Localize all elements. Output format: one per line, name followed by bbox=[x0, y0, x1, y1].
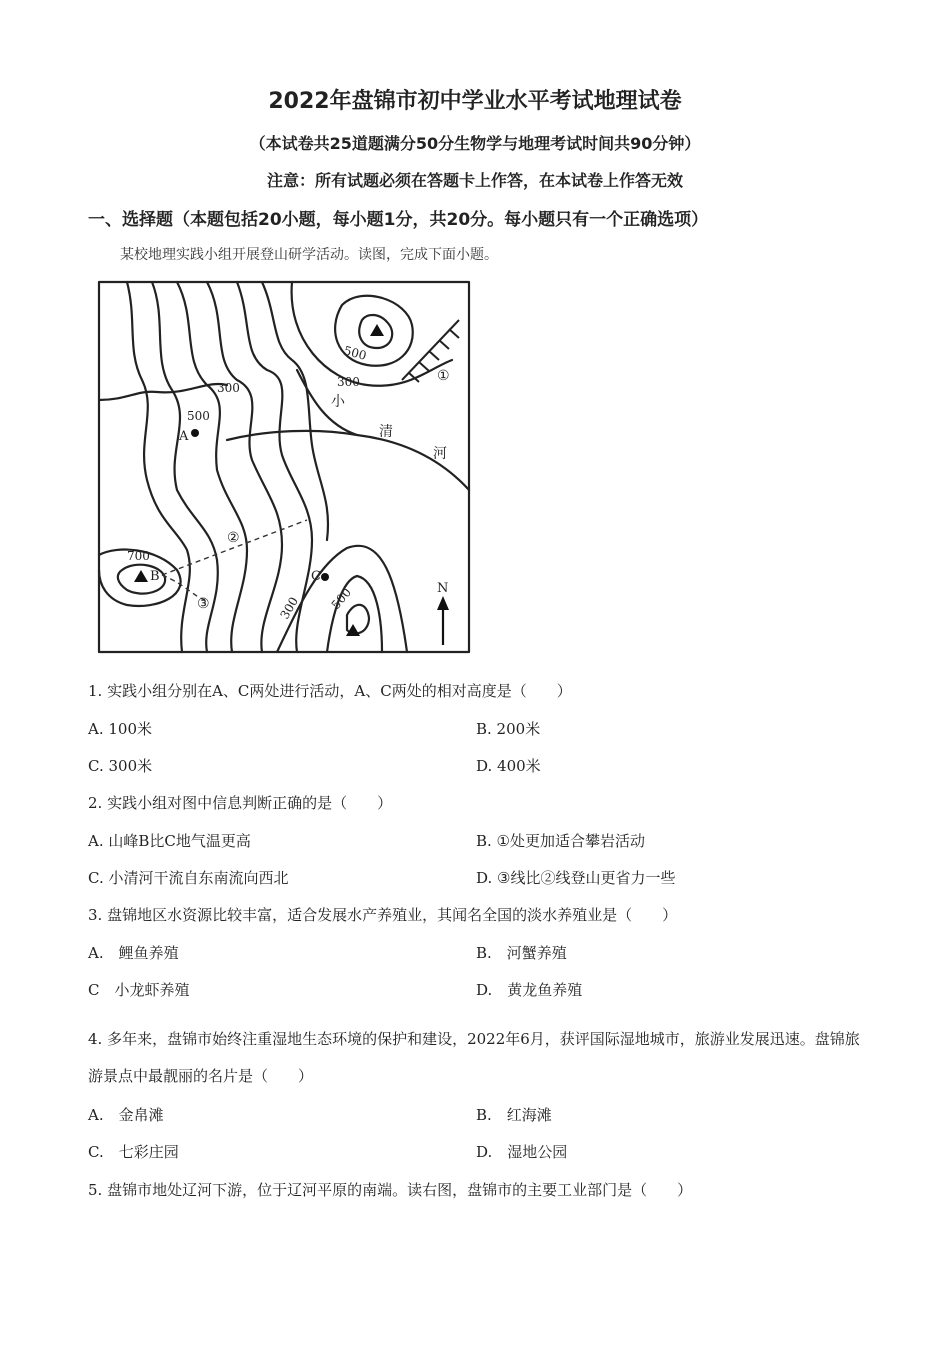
question-option[interactable]: B. 河蟹养殖 bbox=[476, 944, 567, 962]
label-river-2: 清 bbox=[379, 424, 393, 440]
exam-notice: 注意：所有试题必须在答题卡上作答，在本试卷上作答无效 bbox=[266, 171, 683, 190]
contour-line bbox=[237, 282, 312, 652]
exam-title: 2022年盘锦市初中学业水平考试地理试卷 bbox=[268, 89, 682, 114]
label-500-bottom: 500 bbox=[328, 585, 355, 612]
question-stem: 1. 实践小组分别在A、C两处进行活动，A、C两处的相对高度是（ ） bbox=[88, 682, 572, 700]
contour-line bbox=[207, 282, 282, 652]
question-option[interactable]: C 小龙虾养殖 bbox=[88, 981, 190, 999]
label-300-left: 300 bbox=[217, 381, 240, 395]
label-500-top: 500 bbox=[342, 343, 368, 363]
peak-icon bbox=[370, 324, 384, 336]
question-stem: 4. 多年来，盘锦市始终注重湿地生态环境的保护和建设，2022年6月，获评国际湿地城市，旅游业发展迅速。盘锦旅游景点中最靓丽的名片是（ ） bbox=[88, 1030, 860, 1085]
contour-line bbox=[177, 282, 247, 652]
question-option[interactable]: C. 七彩庄园 bbox=[88, 1143, 179, 1161]
contour-line bbox=[127, 282, 190, 652]
label-river-1: 小 bbox=[331, 394, 345, 410]
question-stem: 5. 盘锦市地处辽河下游，位于辽河平原的南端。读右图，盘锦市的主要工业部门是（ ） bbox=[88, 1181, 693, 1199]
label-point-b: B bbox=[150, 569, 160, 584]
question-option[interactable]: B. ①处更加适合攀岩活动 bbox=[476, 832, 646, 850]
label-mark-2: ② bbox=[227, 530, 240, 546]
question-option[interactable]: B. 200米 bbox=[476, 720, 541, 738]
point-a-dot bbox=[191, 429, 199, 437]
question-option[interactable]: D. 湿地公园 bbox=[476, 1143, 568, 1161]
label-point-a: A bbox=[179, 429, 189, 444]
question-stem: 2. 实践小组对图中信息判断正确的是（ ） bbox=[88, 794, 393, 812]
label-river-3: 河 bbox=[433, 446, 447, 462]
river-line bbox=[227, 431, 357, 440]
label-500-left: 500 bbox=[187, 409, 210, 423]
peak-icon bbox=[134, 570, 148, 582]
route-line-2 bbox=[162, 520, 307, 575]
question-option[interactable]: D. 黄龙鱼养殖 bbox=[476, 981, 583, 999]
label-mark-1: ① bbox=[437, 368, 450, 384]
contour-line bbox=[327, 576, 382, 652]
exam-subtitle: （本试卷共25道题满分50分生物学与地理考试时间共90分钟） bbox=[249, 134, 701, 153]
label-300-bottom: 300 bbox=[277, 594, 302, 622]
question-stem: 3. 盘锦地区水资源比较丰富，适合发展水产养殖业，其闻名全国的淡水养殖业是（ ） bbox=[88, 906, 678, 924]
question-option[interactable]: C. 小清河干流自东南流向西北 bbox=[88, 869, 289, 887]
question-option[interactable]: D. 400米 bbox=[476, 757, 541, 775]
section-heading: 一、选择题（本题包括20小题，每小题1分，共20分。每小题只有一个正确选项） bbox=[88, 210, 709, 230]
label-point-c: C bbox=[311, 569, 321, 584]
question-option[interactable]: A. 山峰B比C地气温更高 bbox=[88, 832, 251, 850]
label-north: N bbox=[437, 581, 449, 596]
question-option[interactable]: B. 红海滩 bbox=[476, 1106, 552, 1124]
question-option[interactable]: A. 100米 bbox=[88, 720, 152, 738]
section-intro: 某校地理实践小组开展登山研学活动。读图，完成下面小题。 bbox=[120, 247, 498, 263]
question-option[interactable]: A. 鲤鱼养殖 bbox=[88, 944, 179, 962]
label-700: 700 bbox=[127, 549, 150, 563]
point-c-dot bbox=[321, 573, 329, 581]
question-option[interactable]: A. 金帛滩 bbox=[88, 1106, 164, 1124]
question-option[interactable]: D. ③线比②线登山更省力一些 bbox=[476, 869, 676, 887]
label-300-top: 300 bbox=[337, 375, 360, 389]
north-arrow-icon bbox=[437, 596, 449, 610]
label-mark-3: ③ bbox=[197, 596, 210, 612]
contour-map bbox=[97, 280, 472, 656]
question-option[interactable]: C. 300米 bbox=[88, 757, 153, 775]
